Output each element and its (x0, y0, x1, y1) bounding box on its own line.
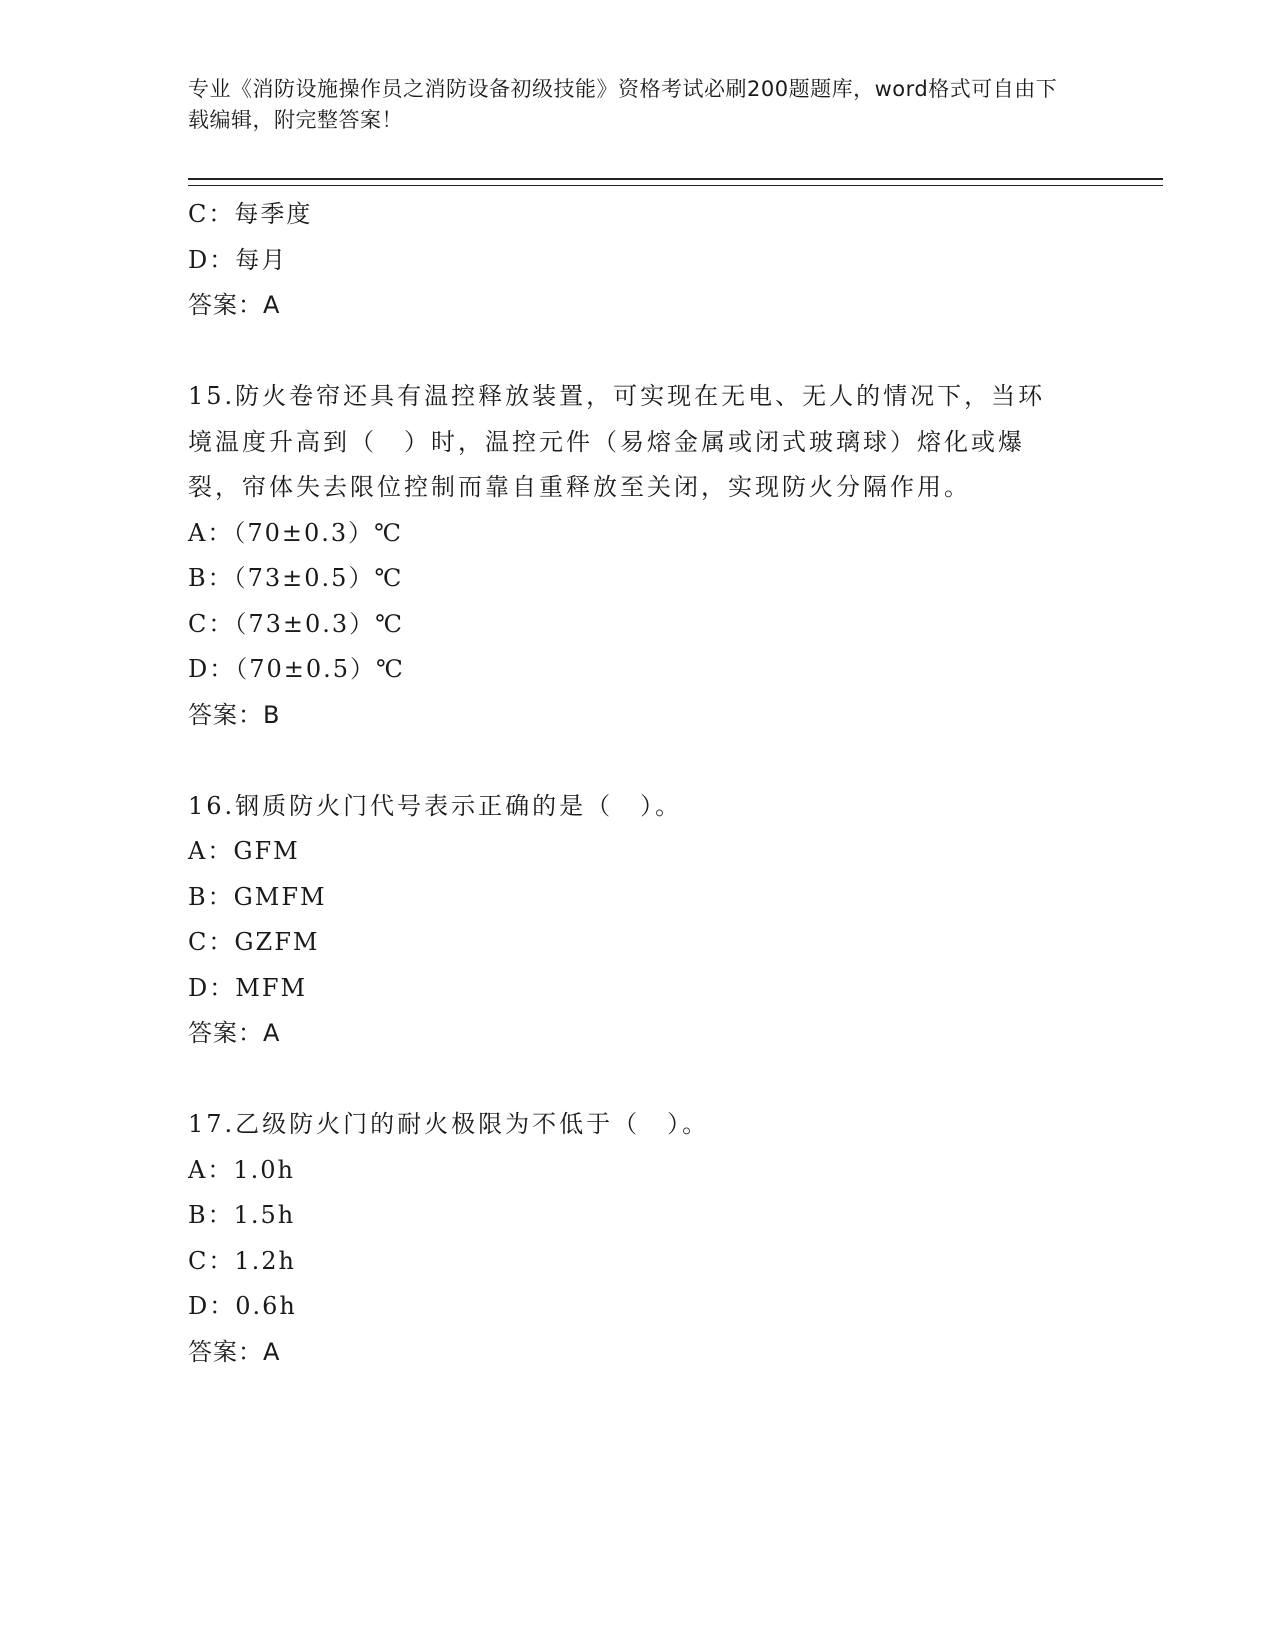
document-body (188, 192, 1088, 1375)
answer-line: 答案：A (188, 1019, 281, 1047)
option-b: B：（73±0.5）℃ (188, 564, 404, 592)
option-b: B：GMFM (188, 882, 327, 911)
option-a: A：（70±0.3）℃ (188, 518, 403, 547)
option-d: D：MFM (188, 973, 308, 1002)
question-17 (188, 1102, 1088, 1375)
answer-line: 答案：A (188, 1337, 281, 1366)
option-c: C：每季度 (188, 200, 313, 228)
option-a: A：1.0h (188, 1155, 295, 1184)
answer-line: 答案：A (188, 291, 281, 319)
option-a: A：GFM (188, 837, 300, 865)
option-c: C：1.2h (188, 1246, 296, 1275)
page-header: 专业《消防设施操作员之消防设备初级技能》资格考试必刷200题题库，word格式可自由下载编辑，附完整答案！ (188, 77, 1058, 132)
option-d: D：每月 (188, 245, 288, 274)
question-stem: 15.防火卷帘还具有温控释放装置，可实现在无电、无人的情况下，当环境温度升高到（ ）时，温控元件（易熔金属或闭式玻璃球）熔化或爆裂，帘体失去限位控制而靠自重释放至关闭，实现防火分隔作用。 (188, 382, 1046, 501)
option-d: D：（70±0.5）℃ (188, 655, 405, 683)
answer-line: 答案：B (188, 700, 281, 729)
question-16 (188, 784, 1088, 1057)
previous-question-tail (188, 192, 1088, 329)
question-stem: 16.钢质防火门代号表示正确的是（ ）。 (188, 791, 683, 820)
header-divider (188, 178, 1163, 186)
option-b: B：1.5h (188, 1201, 296, 1229)
question-15 (188, 374, 1088, 738)
option-c: C：GZFM (188, 928, 320, 956)
option-c: C：（73±0.3）℃ (188, 609, 405, 638)
question-stem: 17.乙级防火门的耐火极限为不低于（ ）。 (188, 1110, 710, 1138)
option-d: D：0.6h (188, 1292, 297, 1320)
